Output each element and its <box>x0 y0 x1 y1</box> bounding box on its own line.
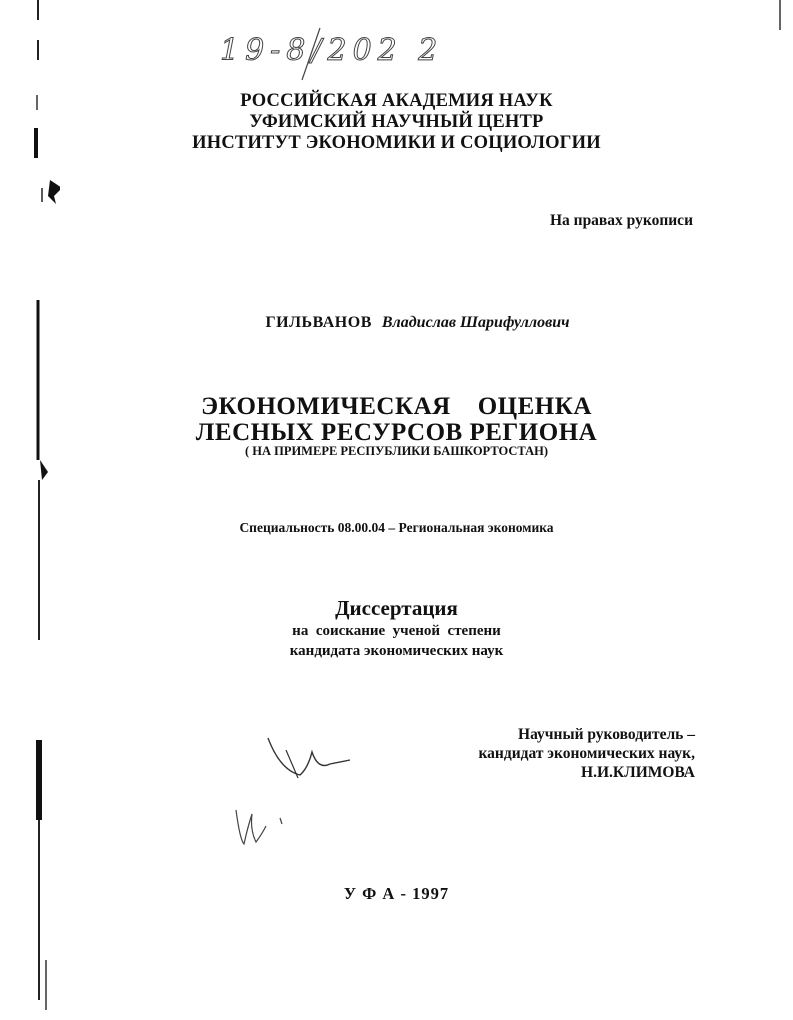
supervisor-name: Н.И.КЛИМОВА <box>581 764 695 781</box>
header-line-academy: РОССИЙСКАЯ АКАДЕМИЯ НАУК <box>240 91 553 111</box>
dissertation-heading: Диссертация <box>335 596 458 620</box>
dissertation-degree-line-1: на соискание ученой степени <box>292 623 501 639</box>
title-line-1: ЭКОНОМИЧЕСКАЯ ОЦЕНКА <box>201 393 592 420</box>
specialty: Специальность 08.00.04 – Региональная экономика <box>239 520 554 535</box>
header-line-institute: ИНСТИТУТ ЭКОНОМИКИ И СОЦИОЛОГИИ <box>192 133 601 153</box>
supervisor-label: Научный руководитель – <box>518 726 695 743</box>
title-subtitle: ( НА ПРИМЕРЕ РЕСПУБЛИКИ БАШКОРТОСТАН) <box>244 444 549 458</box>
author-given-name: Владислав Шарифуллович <box>381 314 570 331</box>
author-surname: ГИЛЬВАНОВ <box>265 314 372 331</box>
svg-text:19-8/202 2: 19-8/202 2 <box>220 33 444 68</box>
dissertation-degree-line-2: кандидата экономических наук <box>289 643 504 659</box>
header-line-center: УФИМСКИЙ НАУЧНЫЙ ЦЕНТР <box>249 112 544 132</box>
handwritten-number <box>170 18 500 88</box>
supervisor-degree: кандидат экономических наук, <box>478 745 695 762</box>
title-line-2: ЛЕСНЫХ РЕСУРСОВ РЕГИОНА <box>195 419 598 446</box>
author-name <box>0 314 793 332</box>
city-year: У Ф А - 1997 <box>343 884 450 903</box>
handwritten-signature <box>200 730 370 870</box>
rights-note: На правах рукописи <box>549 212 693 229</box>
